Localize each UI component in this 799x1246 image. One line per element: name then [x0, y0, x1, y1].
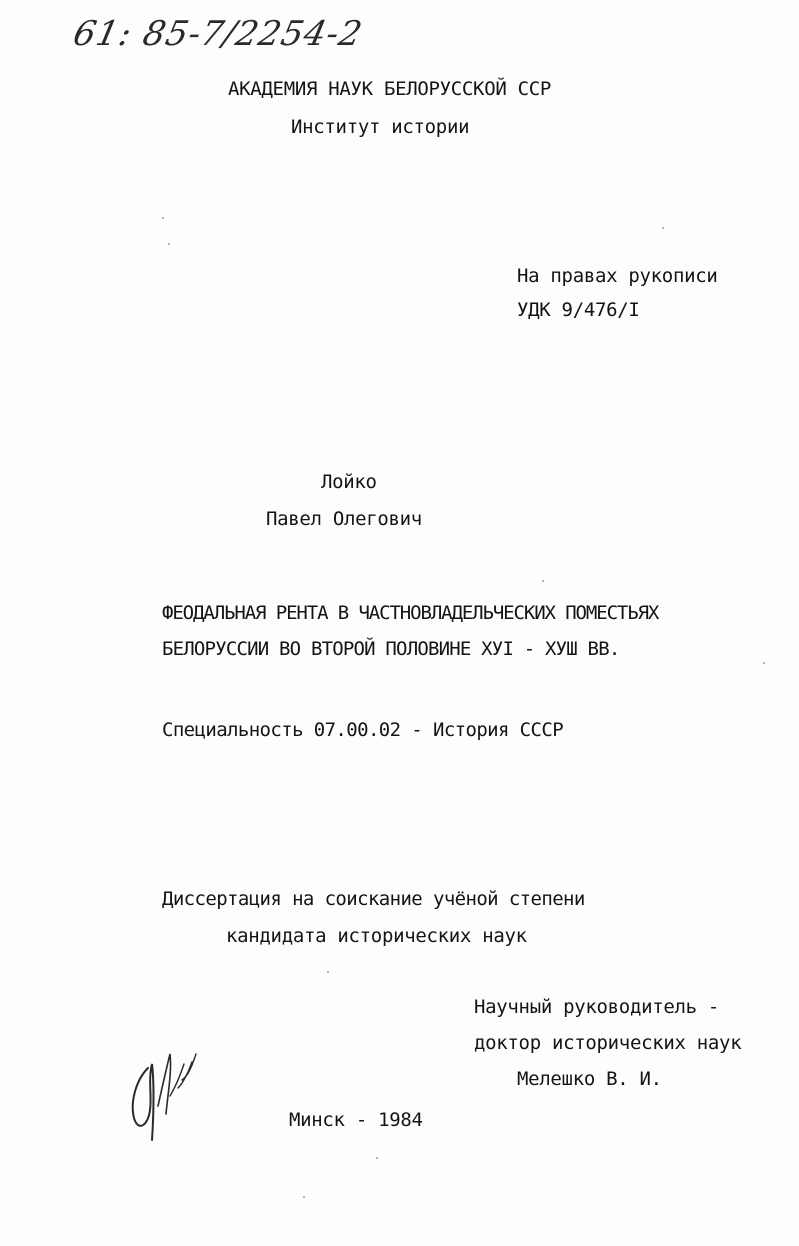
scan-speck [376, 1157, 378, 1159]
institute-heading: Институт истории [291, 116, 470, 138]
handwritten-archive-number: 61: 85-7/2254-2 [69, 14, 367, 54]
author-signature [118, 1040, 208, 1150]
udc-code: УДК 9/476/I [517, 299, 640, 321]
supervisor-role: Научный руководитель - [474, 996, 720, 1018]
scan-speck [763, 662, 765, 664]
specialty: Специальность 07.00.02 - История СССР [162, 719, 564, 741]
author-surname: Лойко [321, 471, 377, 493]
scan-speck [327, 971, 329, 973]
scan-speck [662, 227, 664, 229]
supervisor-name: Мелешко В. И. [517, 1068, 662, 1090]
academy-heading: АКАДЕМИЯ НАУК БЕЛОРУССКОЙ ССР [228, 78, 552, 100]
city-year: Минск - 1984 [289, 1109, 423, 1131]
manuscript-rights: На правах рукописи [517, 265, 718, 287]
scan-speck [542, 580, 544, 582]
degree-line-1: Диссертация на соискание учёной степени [162, 888, 585, 910]
scan-speck [162, 217, 164, 219]
degree-line-2: кандидата исторических наук [226, 925, 527, 947]
thesis-title-line-2: БЕЛОРУССИИ ВО ВТОРОЙ ПОЛОВИНЕ ХУI - ХУШ ВВ. [162, 638, 620, 660]
scan-speck [168, 243, 170, 245]
author-name: Павел Олегович [266, 508, 422, 530]
scan-speck [303, 1196, 305, 1198]
supervisor-title: доктор исторических наук [474, 1032, 742, 1054]
thesis-title-line-1: ФЕОДАЛЬНАЯ РЕНТА В ЧАСТНОВЛАДЕЛЬЧЕСКИХ ПОМЕСТЬЯХ [162, 602, 659, 624]
